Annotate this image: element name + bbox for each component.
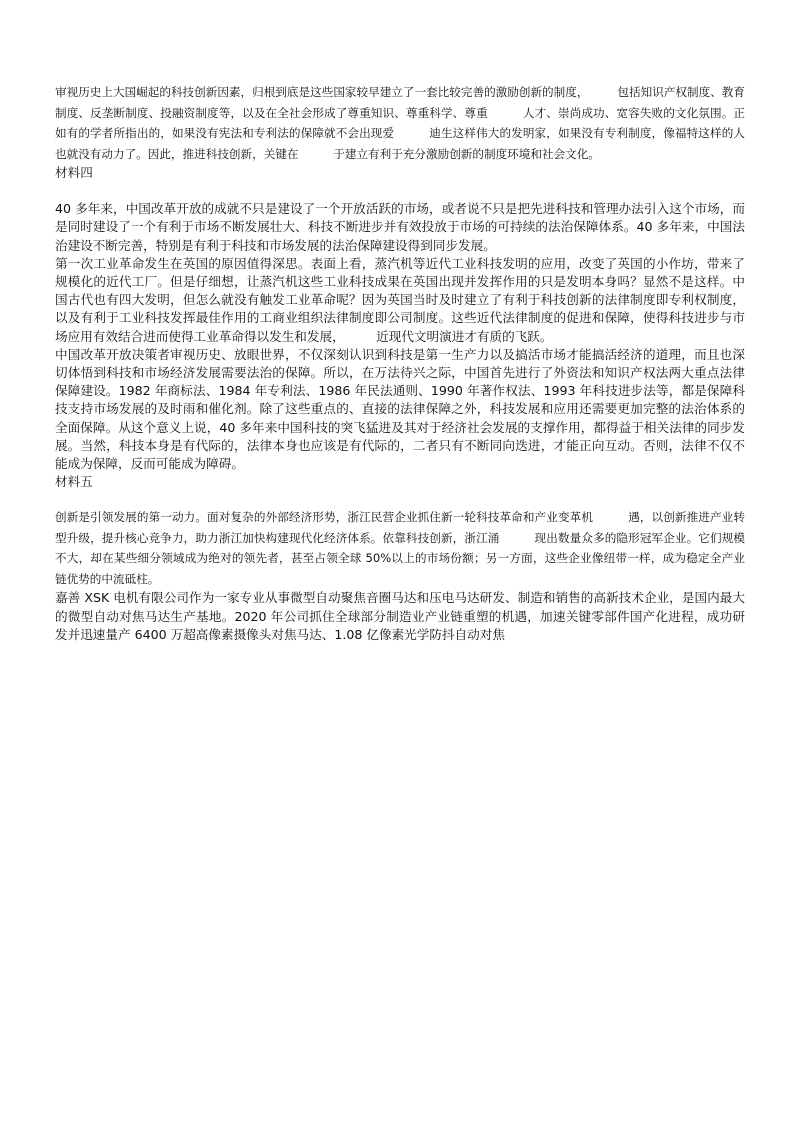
paragraph-xsk-motor-company: 嘉善 XSK 电机有限公司作为一家专业从事微型自动聚焦音圈马达和压电马达研发、制造和销售的高新技术企业，是国内最大的微型自动对焦马达生产基地。2020 年公司抓住全球部分制造业产业链重塑的机遇，加速关键零部件国产化进程，成功研发并迅速量产 6400 万超高像素摄像头对焦马达、1.08 亿像素光学防抖自动对焦 xyxy=(55,590,745,642)
heading-material-4: 材料四 xyxy=(55,165,93,180)
blank-line xyxy=(55,491,745,507)
document-page xyxy=(55,82,745,644)
heading-material-5: 材料五 xyxy=(55,474,93,490)
paragraph-zhejiang-innovation: 创新是引领发展的第一动力。面对复杂的外部经济形势，浙江民营企业抓住新一轮科技革命和产业变革机 遇，以创新推进产业转型升级，提升核心竞争力，助力浙江加快构建现代化经济体系。依靠科技创新，浙江涌 现出数量众多的隐形冠军企业。它们规模不大，却在某些细分领域成为绝对的领先者，甚至占领全球 50%以上的市场份额；另一方面，这些企业像纽带一样，成为稳定全产业链优势的中流砥柱。 xyxy=(55,510,745,586)
paragraph-innovation-history: 审视历史上大国崛起的科技创新因素，归根到底是这些国家较早建立了一套比较完善的激励创新的制度， 包括知识产权制度、教育制度、反垄断制度、投融资制度等，以及在全社会形成了尊重知识、尊重科学、尊重 人才、崇尚成功、宽容失败的文化氛围。正如有的学者所指出的，如果没有宪法和专利法的保障就不会出现爱 迪生这样伟大的发明家，如果没有专利制度，像福特这样的人也就没有动力了。因此，推进科技创新，关键在 于建立有利于充分激励创新的制度环境和社会文化。 xyxy=(55,85,745,161)
paragraph-industrial-revolution: 第一次工业革命发生在英国的原因值得深思。表面上看，蒸汽机等近代工业科技发明的应用，改变了英国的小作坊，带来了规模化的近代工厂。但是仔细想，让蒸汽机这些工业科技成果在英国出现并发挥作用的只是发明本身吗？显然不是这样。中国古代也有四大发明，但怎么就没有触发工业革命呢？因为英国当时及时建立了有利于科技创新的法律制度即专利权制度，以及有利于工业科技发挥最佳作用的工商业组织法律制度即公司制度。这些近代法律制度的促进和保障，使得科技进步与市场应用有效结合进而使得工业革命得以发生和发展， 近现代文明演进才有质的飞跃。 xyxy=(55,255,745,344)
paragraph-reform-rule-of-law: 40 多年来，中国改革开放的成就不只是建设了一个开放活跃的市场，或者说不只是把先进科技和管理办法引入这个市场，而是同时建设了一个有利于市场不断发展壮大、科技不断进步并有效投放于市场的可持续的法治保障体系。40 多年来，中国法治建设不断完善，特别是有利于科技和市场发展的法治保障建设得到同步发展。 xyxy=(55,201,745,253)
paragraph-legal-guarantee: 中国改革开放决策者审视历史、放眼世界，不仅深刻认识到科技是第一生产力以及搞活市场才能搞活经济的道理，而且也深切体悟到科技和市场经济发展需要法治的保障。所以，在万法待兴之际，中国首先进行了外资法和知识产权法两大重点法律保障建设。1982 年商标法、1984 年专利法、1986 年民法通则、1990 年著作权法、1993 年科技进步法等，都是保障科技支持市场发展的及时雨和催化剂。除了这些重点的、直接的法律保障之外，科技发展和应用还需要更加完整的法治体系的全面保障。从这个意义上说，40 多年来中国科技的突飞猛进及其对于经济社会发展的支撑作用，都得益于相关法律的同步发展。当然，科技本身是有代际的，法律本身也应该是有代际的，二者只有不断同向迭进，才能正向互动。否则，法律不仅不能成为保障，反而可能成为障碍。 xyxy=(55,346,745,472)
blank-line xyxy=(55,182,745,200)
